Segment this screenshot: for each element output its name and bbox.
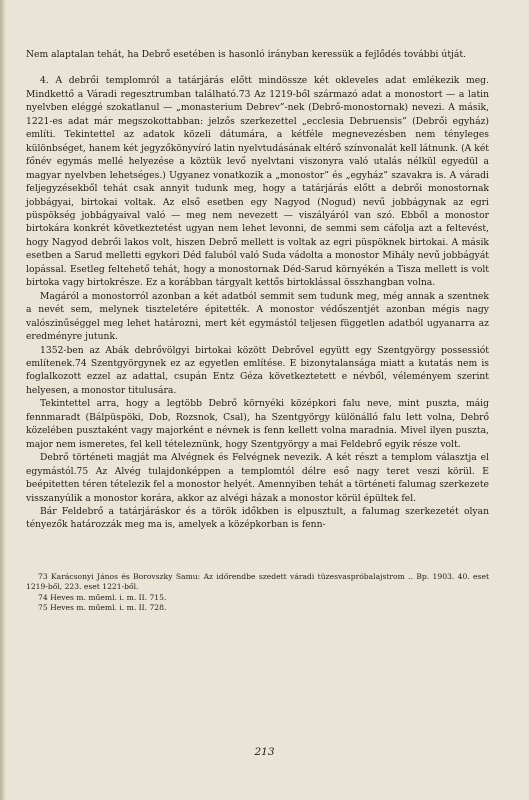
paragraph-6: Debrő történeti magját ma Alvégnek és Felvégnek nevezik. A két részt a templom választja el egymástól.75 Az Alvég tulajdonképpen a templomtól délre eső nagy teret veszi körül. E beépitetten téren tételezik fel a monostor helyét. Amennyiben tehát a történeti falumag szerkezete visszanyúlik a monostor korára, akkor az alvégi házak a monostor körül épültek fel. (26, 452, 489, 504)
paragraph-2: 4. A debrői templomról a tatárjárás előtt mindössze két okleveles adat emlékezik meg. Mindkettő a Váradi regesztrumban található.73 Az 1219-ből származó adat a monostort — a latin nyelvben eléggé szokatlanul — „monasterium Debrev”-nek (Debrő-monostornak) nevezi. A másik, 1221-es adat már megszokottabban: jelzős szerkezettel „ecclesia Debruensis” (Debrői egyház) említi. Tekintettel az adatok közeli dátumára, a kétféle megnevezésben nem tényleges különbséget, hanem két jegyzőkönyvíró latin nyelvtudásának eltérő színvonalát kell látnunk. (A két főnév egymás mellé helyezése a köztük levő nyelvtani viszonyra való utalás nélkül egyedül a magyar nyelvben lehetséges.) Ugyanez vonatkozik a „monostor” és „egyház” szavakra is. A váradi feljegyzésekből tehát csak annyit tudunk meg, hogy a tatárjárás előtt a debrői monostornak jobbágyai, birtokai voltak. Az első esetben egy Nagyod (Nogud) nevű jobbágynak az egri püspökség jobbágyaival való — meg nem nevezett — viszályáról van szó. Ebből a monostor birtokára konkrét következtetést ugyan nem lehet levonni, de semmi sem cáfolja azt a feltevést, hogy Nagyod debrői lakos volt, hiszen Debrő mellett is voltak az egri püspöknek birtokai. A másik esetben a Sarud melletti egykori Déd faluból való Suda vádolta a monostor Mihály nevű jobbágyát lopással. Esetleg feltehető tehát, hogy a monostornak Déd-Sarud környékén a Tisza mellett is volt birtoka vagy birtokrésze. Ez a korábban tárgyalt kettős birtoklással összhangban volna. (26, 75, 489, 289)
paragraph-5: Tekintettel arra, hogy a legtöbb Debrő környéki középkori falu neve, mint puszta, máig fennmaradt (Bálpüspöki, Dob, Rozsnok, Csal), ha Szentgyörgy különálló falu lett volna, Debrő közelében pusztaként vagy majorként e névnek is fenn kellett volna maradnia. Mivel ilyen puszta, major nem ismeretes, fel kell tételeznünk, hogy Szentgyörgy a mai Feldebrő egyik része volt. (26, 398, 489, 450)
paragraph-7: Bár Feldebrő a tatárjáráskor és a török időkben is elpusztult, a falumag szerkezetét olyan tényezők határozzák meg ma is, amelyek a középkorban is fenn- (26, 505, 489, 531)
paragraph-4: 1352-ben az Abák debrővölgyi birtokai között Debrővel együtt egy Szentgyörgy possessiót említenek.74 Szentgyörgynek ez az egyetlen említése. E bizonytalansága miatt a kutatás nem is foglalkozott ezzel az adattal, csupán Entz Géza következtetett e névből, véleményem szerint helyesen, a monostor titulusára. (26, 344, 489, 396)
footnote-74: 74 Heves m. műeml. i. m. II. 715. (38, 592, 167, 602)
paragraph-3: Magáról a monostorról azonban a két adatból semmit sem tudunk meg, még annak a szentnek a nevét sem, melynek tiszteletére épitették. A monostor védőszentjét azonban mégis nagy valószinűséggel meg lehet határozni, mert két egymástól teljesen független adatból ugyanarra az eredményre jutunk. (26, 290, 489, 343)
footnotes (26, 572, 489, 614)
paragraph-1: Nem alaptalan tehát, ha Debrő esetében is hasonló irányban keressük a fejlődés további útját. (26, 49, 466, 60)
page-edge-shadow (0, 0, 6, 800)
page-number: 213 (254, 746, 275, 758)
body-text (26, 48, 489, 532)
footnote-73: 73 Karácsonyi János és Borovszky Samu: Az időrendbe szedett váradi tüzesvaspróbalajstrom .. Bp. 1903. 40. eset 1219-ből, 223. eset 1221-ből. (26, 571, 489, 592)
footnote-75: 75 Heves m. műeml. i. m. II. 728. (38, 603, 167, 613)
